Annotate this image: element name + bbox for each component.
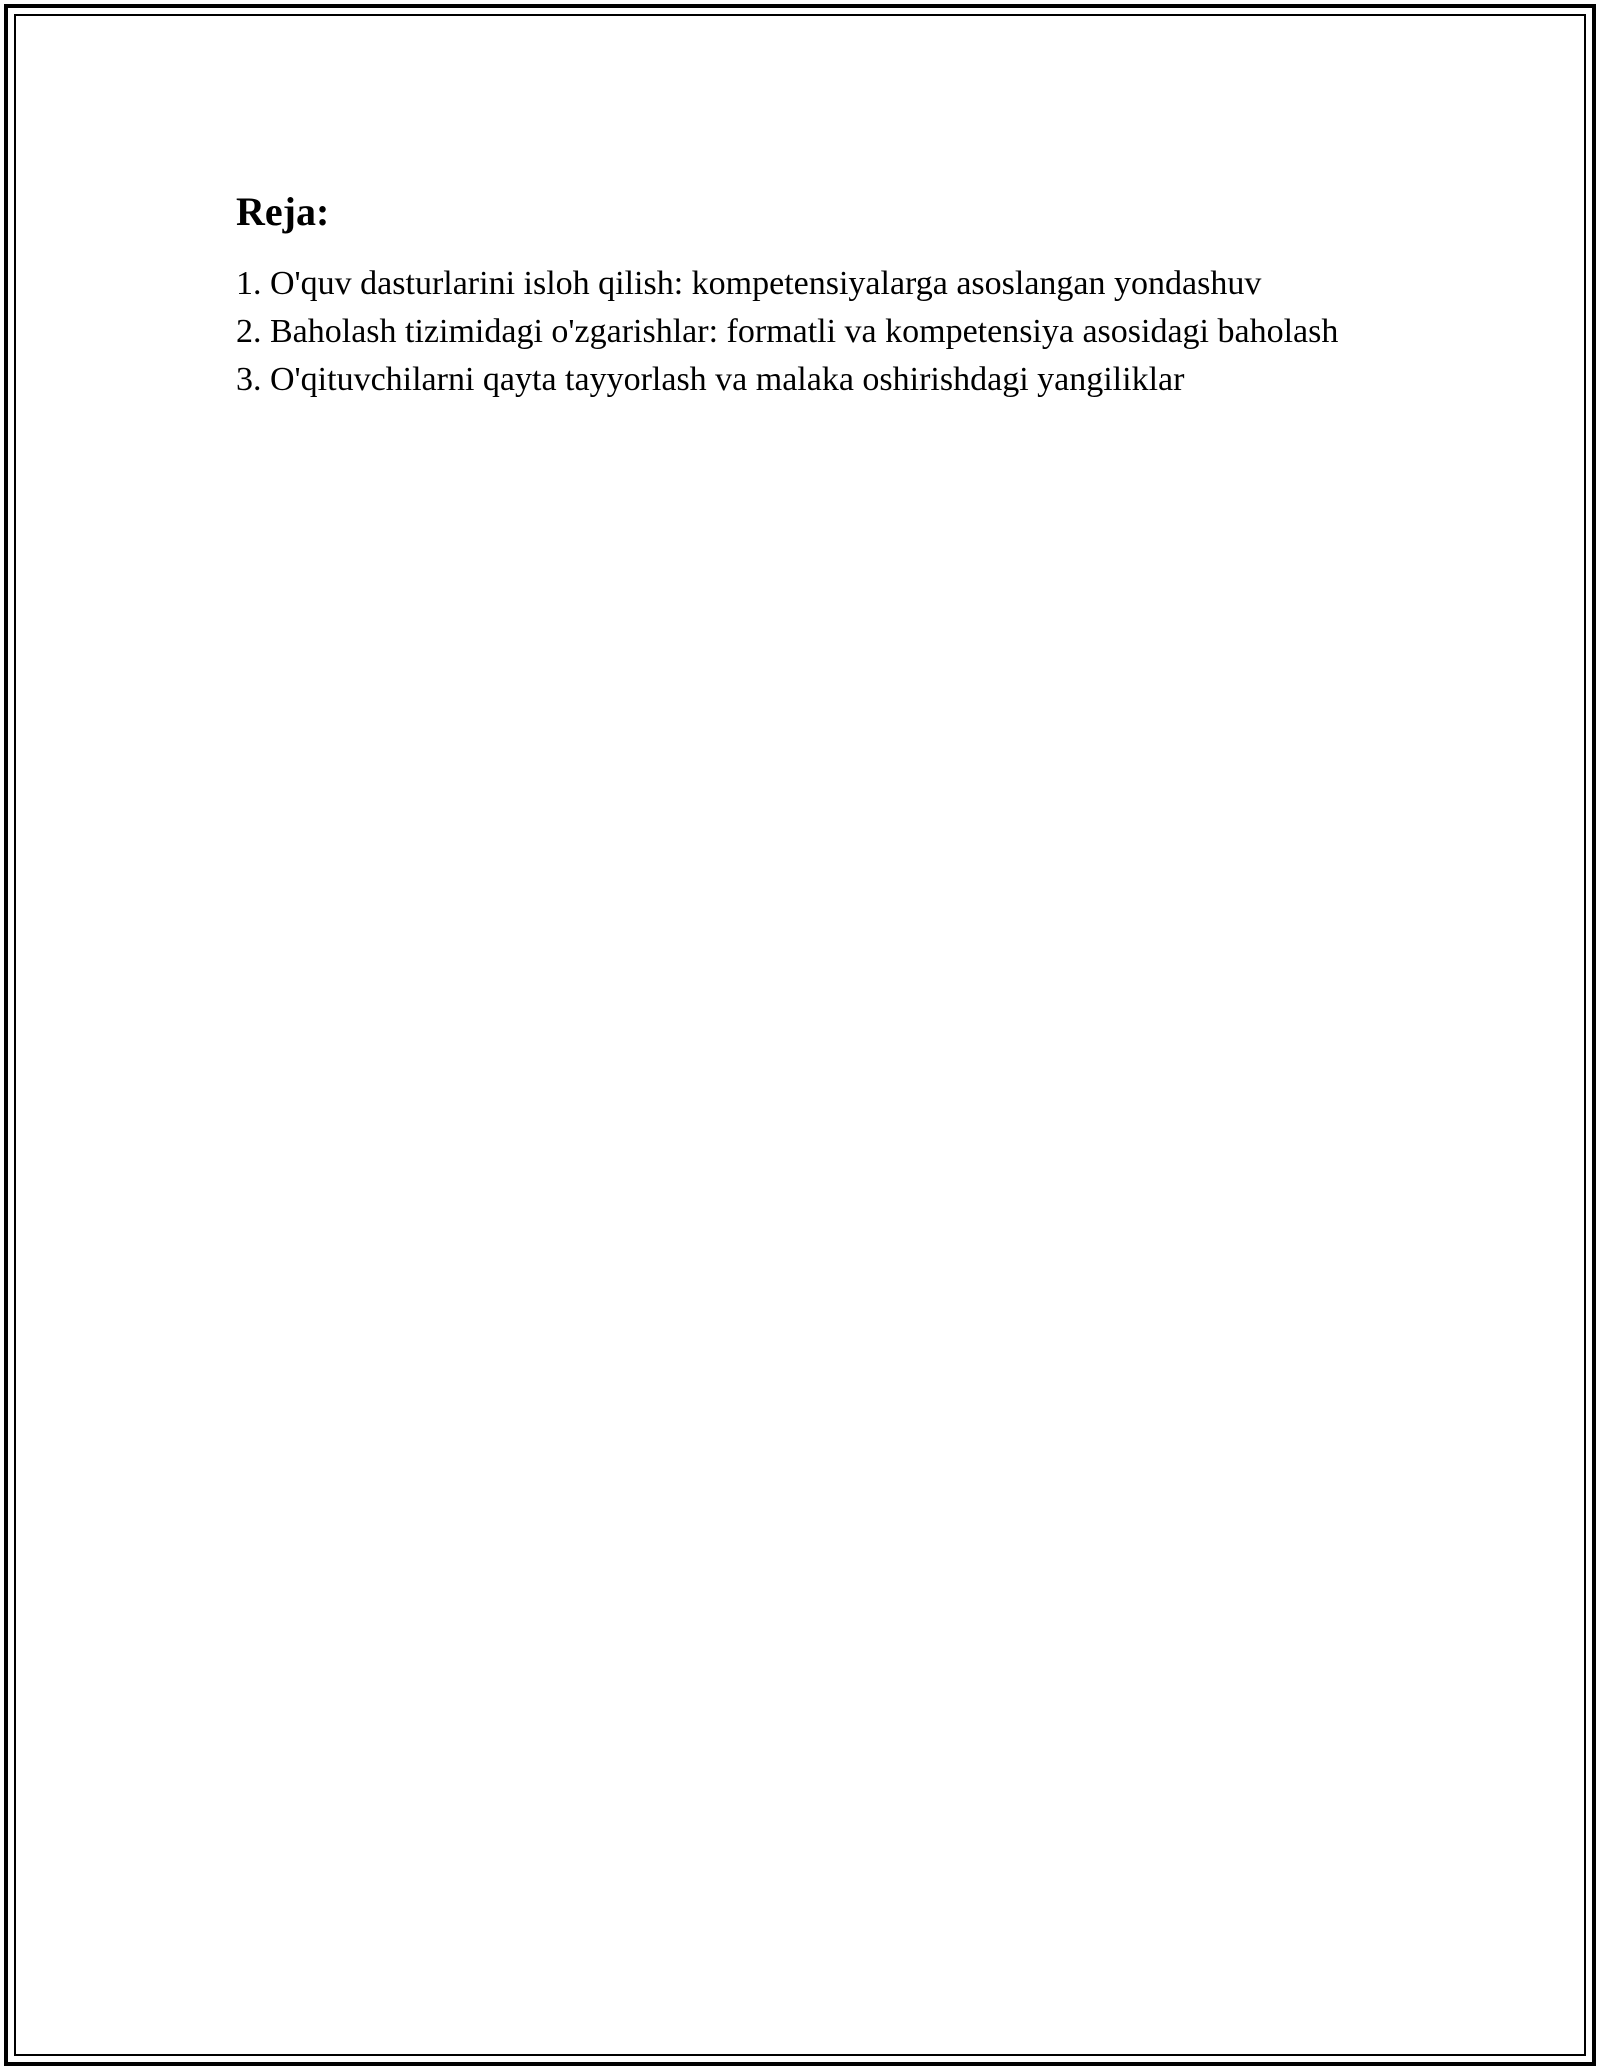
plan-item-3: 3. O'qituvchilarni qayta tayyorlash va malaka oshirishdagi yangiliklar [236, 361, 1185, 398]
plan-list [236, 260, 1376, 404]
document-content [236, 186, 1376, 404]
plan-item-1: 1. O'quv dasturlarini isloh qilish: kompetensiyalarga asoslangan yondashuv [236, 265, 1262, 302]
plan-item-2: 2. Baholash tizimidagi o'zgarishlar: formatli va kompetensiya asosidagi baholash [236, 313, 1339, 350]
plan-title: Reja: [236, 189, 330, 234]
